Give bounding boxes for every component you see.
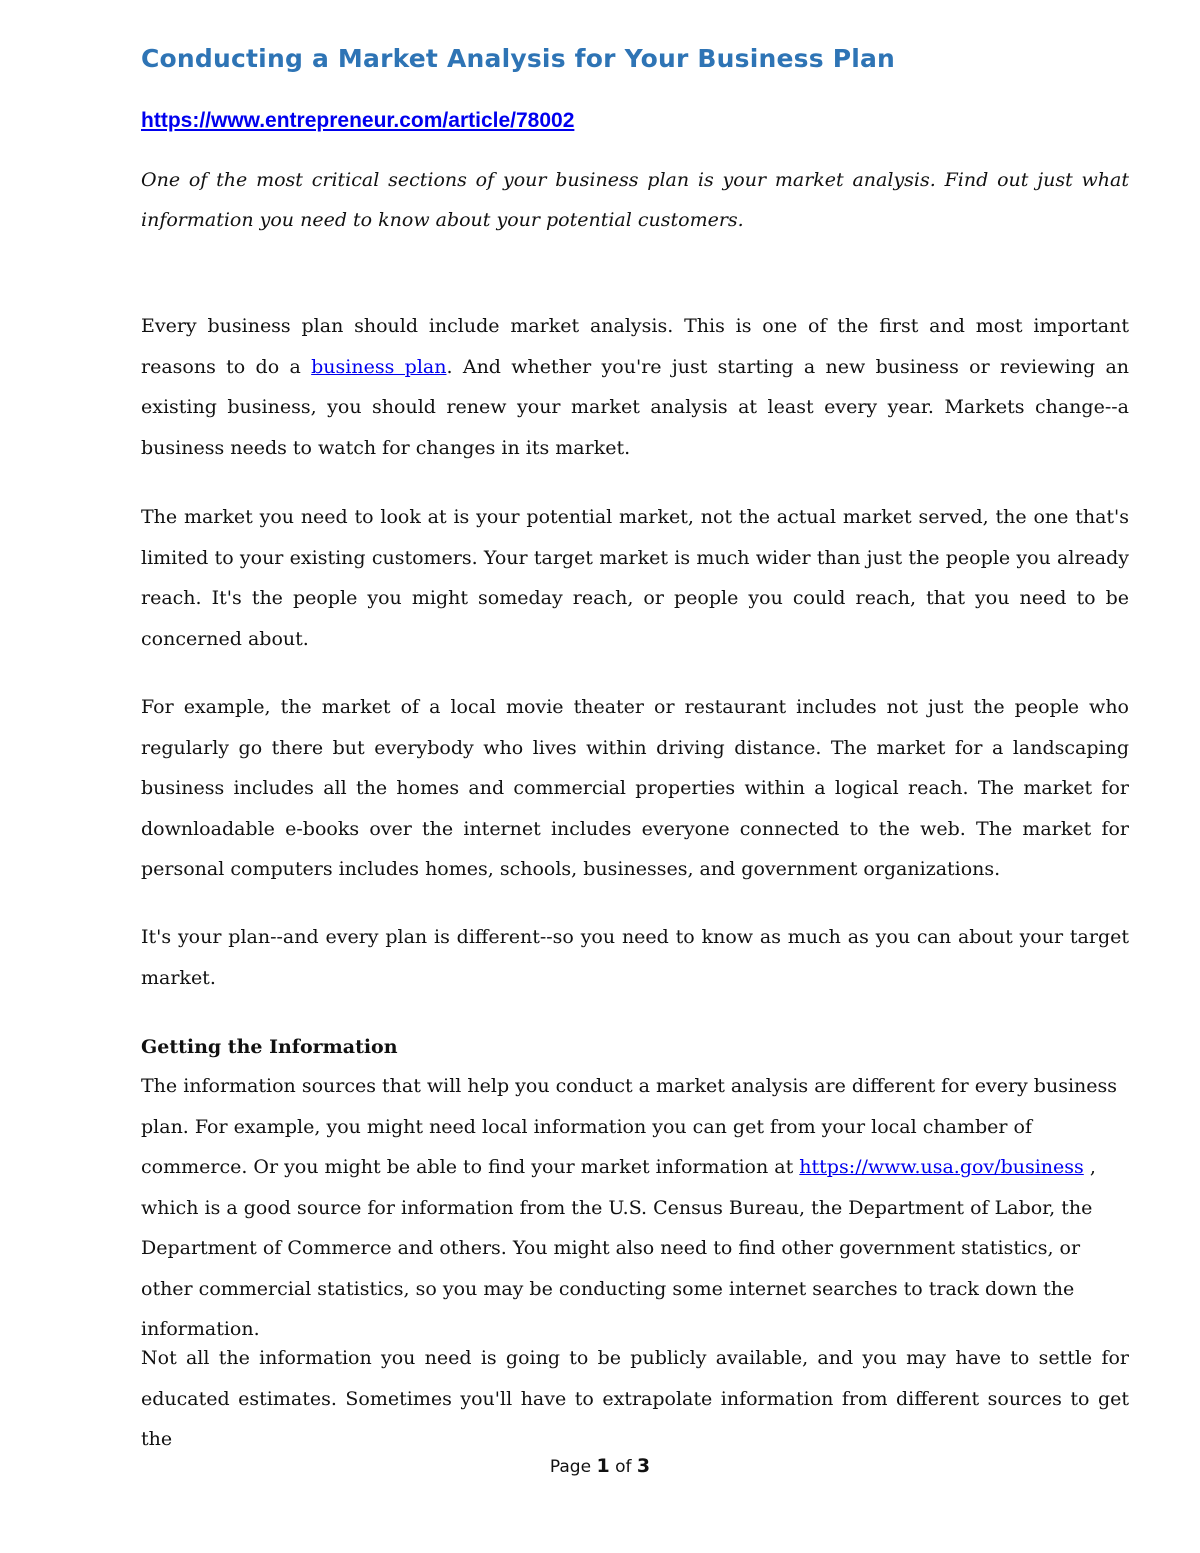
paragraph-5-text-b: , which is a good source for information from the U.S. Census Bureau, the Department of Labor, the Department of Commerce and others. You might also need to find other government statistics, or other commercial statistics, so you may be conducting some internet searches to track down the information. bbox=[141, 1156, 1096, 1340]
of-label: of bbox=[615, 1457, 632, 1477]
paragraph-1-text-b: . And whether you're just starting a new business or reviewing an existing business, you should renew your market analysis at least every year. Markets change--a business needs to watch for changes in its market. bbox=[141, 355, 1130, 459]
total-pages: 3 bbox=[636, 1455, 651, 1477]
page-footer bbox=[0, 1455, 1200, 1477]
paragraph-2: The market you need to look at is your potential market, not the actual market served, the one that's limited to your existing customers. Your target market is much wider than just the people you already reach. It's the people you might someday reach, or people you could reach, that you need to be concerned about. bbox=[141, 506, 1129, 650]
source-url-link[interactable]: https://www.entrepreneur.com/article/78002 bbox=[141, 109, 575, 132]
usa-gov-link[interactable]: https://www.usa.gov/business bbox=[799, 1156, 1084, 1178]
page-label: Page bbox=[549, 1457, 592, 1477]
document-title: Conducting a Market Analysis for Your Business Plan bbox=[141, 44, 896, 73]
business-plan-link[interactable]: business plan bbox=[311, 355, 447, 378]
section-heading: Getting the Information bbox=[141, 1036, 398, 1058]
page-number: 1 bbox=[596, 1455, 610, 1477]
paragraph-3: For example, the market of a local movie theater or restaurant includes not just the people who regularly go there but everybody who lives within driving distance. The market for a landscaping business includes all the homes and commercial properties within a logical reach. The market for downloadable e-books over the internet includes everyone connected to the web. The market for personal computers includes homes, schools, businesses, and government organizations. bbox=[141, 696, 1129, 880]
intro-summary: One of the most critical sections of your business plan is your market analysis. Find out just what information you need to know about your potential customers. bbox=[141, 169, 1129, 231]
paragraph-4: It's your plan--and every plan is different--so you need to know as much as you can about your target market. bbox=[141, 926, 1129, 989]
paragraph-5 bbox=[141, 1066, 1129, 1350]
paragraph-1 bbox=[141, 306, 1129, 468]
paragraph-6: Not all the information you need is going to be publicly available, and you may have to settle for educated estimates. Sometimes you'll have to extrapolate information from different sources to get the bbox=[141, 1347, 1129, 1450]
paragraph-1-text-a: Every business plan should include market analysis. This is one of the first and most important reasons to do a bbox=[141, 315, 1129, 378]
paragraph-5-text-a: The information sources that will help you conduct a market analysis are different for every business plan. For example, you might need local information you can get from your local chamber of commerce. Or you might be able to find your market information at bbox=[141, 1075, 1118, 1178]
